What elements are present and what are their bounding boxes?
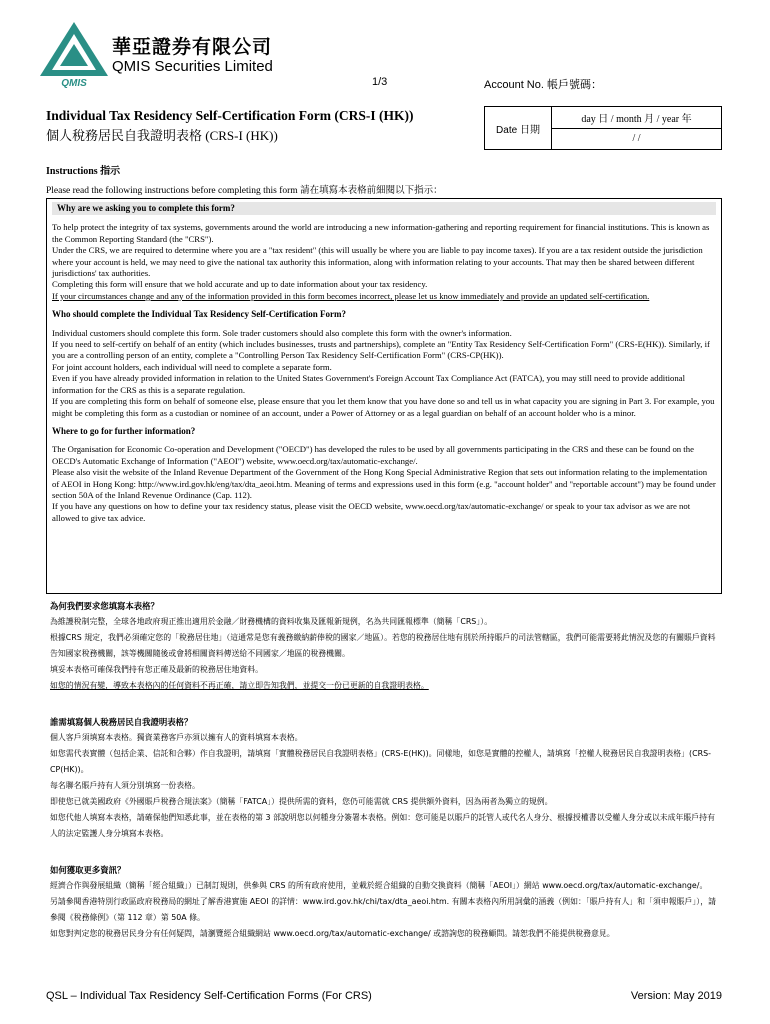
date-value[interactable]: / / — [632, 133, 641, 145]
date-label: Date 日期 — [485, 107, 552, 149]
paragraph: Completing this form will ensure that we hold accurate and up to date information about your tax residency. — [52, 279, 428, 290]
paragraph: If you need to self-certify on behalf of an entity (which includes businesses, trusts and partnerships), complete an "Entity Tax Residency Self-Certification Form" (CRS-E(HK)). Similarly, if you are a controlling person of an entity, complete a "Controlling Person Tax Residency Self-Certification Form" (CRS-CP(HK)). — [52, 339, 710, 361]
instructions-heading: Instructions 指示 — [46, 166, 121, 177]
paragraph: If you have any questions on how to define your tax residency status, please visit the OECD website, www.oecd.org/tax/automatic-exchange/ or speak to your tax advisor as we are not allowed to give tax advice. — [52, 501, 691, 523]
paragraph-cn: 如您代他人填寫本表格，請確保他們知悉此事，並在表格的第 3 部說明您以何種身分簽署本表格。例如：您可能是以賬戶的託管人或代名人身分、根據授權書以受權人身分或以未成年賬戶持有人的法定監護人身分填寫本表格。 — [50, 813, 715, 838]
form-title-cn: 個人稅務居民自我證明表格 (CRS-I (HK)) — [46, 128, 278, 143]
date-format-hint: day 日 / month 月 / year 年 — [552, 107, 721, 129]
paragraph-cn: 另請參閱香港特別行政區政府稅務局的網址了解香港實施 AEOI 的詳情：www.ird.gov.hk/chi/tax/dta_aeoi.htm. 有關本表格內所用詞彙的涵義（例如：「賬戶持有人」和「須申報賬戶」），請參閱《稅務條例》（第 112 章）第 50A 條。 — [50, 897, 717, 922]
form-title-en: Individual Tax Residency Self-Certification Form (CRS-I (HK)) — [46, 108, 414, 123]
paragraph: Even if you have already provided information in relation to the United States Government's Foreign Account Tax Compliance Act (FATCA), you may still need to provide additional information for the CRS as this is a separate regulation. — [52, 373, 685, 395]
paragraph: Individual customers should complete this form. Sole trader customers should also complete this form with the owner's information. — [52, 327, 512, 338]
company-name-cn: 華亞證券有限公司 — [112, 36, 273, 58]
english-instructions-box — [46, 198, 722, 594]
paragraph-cn: 個人客戶須填寫本表格。獨資業務客戶亦須以擁有人的資料填寫本表格。 — [50, 733, 303, 742]
account-number-label: Account No. 帳戶號碼： — [484, 79, 602, 91]
paragraph-cn: 根據CRS 規定，我們必須確定您的「稅務居住地」（這通常是您有義務繳納薪俸稅的國家／地區）。若您的稅務居住地有別於所持賬戶的司法管轄區，我們可能需要將此情況及您的有關賬戶資料告知國家稅務機關，該等機關隨後或會將相關資料傳送給不同國家／地區的稅務機關。 — [50, 633, 716, 658]
section-heading-who: Who should complete the Individual Tax Residency Self-Certification Form? — [52, 309, 347, 320]
paragraph: Please also visit the website of the Inland Revenue Department of the Government of the Hong Kong Special Administrative Region that sets out information relating to the implementation of AEOI in Hong Kong: http://www.ird.gov.hk/eng/tax/dta_aeoi.htm. Meaning of terms and expressions used in this form (e.g. "account holder" and "reportable account") may be found under section 50A of the Inland Revenue Ordinance (Cap. 112). — [52, 467, 716, 500]
paragraph-cn: 如您的情況有變，導致本表格內的任何資料不再正確，請立即告知我們，並提交一份已更新的自我證明表格。 — [50, 681, 429, 690]
paragraph: To help protect the integrity of tax systems, governments around the world are introducing a new information-gathering and reporting requirement for financial institutions. This is known as the Common Reporting Standard (the "CRS"). — [52, 222, 710, 244]
company-name-en: QMIS Securities Limited — [112, 58, 273, 75]
paragraph: If your circumstances change and any of the information provided in this form becomes incorrect, please let us know immediately and provide an updated self-certification. — [52, 290, 650, 301]
paragraph-cn: 為維護稅制完整，全球各地政府現正推出適用於金融／財務機構的資料收集及匯報新規例，名為共同匯報標準（簡稱「CRS」）。 — [50, 617, 493, 626]
paragraph: For joint account holders, each individual will need to complete a separate form. — [52, 361, 332, 372]
section-heading-why-cn: 為何我們要求您填寫本表格？ — [50, 601, 159, 611]
paragraph: If you are completing this form on behalf of someone else, please ensure that you let them know that you have done so and tell us in what capacity you are signing in Part 3. For example, you might be completing this form as a custodian or nominee of an account, under a Power of Attorney or as a legal guardian on behalf of an account holder who is a minor. — [52, 396, 715, 418]
section-heading-where: Where to go for further information? — [52, 425, 196, 436]
paragraph-cn: 即使您已就美國政府《外國賬戶稅務合規法案》（簡稱「FATCA」）提供所需的資料，您仍可能需就 CRS 提供額外資料，因為兩者為獨立的規例。 — [50, 797, 553, 806]
paragraph-cn: 如您對判定您的稅務居民身分有任何疑問，請瀏覽經合組織網站 www.oecd.org/tax/automatic-exchange/ 或諮詢您的稅務顧問。請恕我們不能提供稅務意見。 — [50, 929, 615, 938]
paragraph-cn: 每名聯名賬戶持有人須分別填寫一份表格。 — [50, 781, 200, 790]
chinese-section-who — [50, 714, 722, 842]
paragraph-cn: 填妥本表格可確保我們持有您正確及最新的稅務居住地資料。 — [50, 665, 264, 674]
paragraph-cn: 如您需代表實體（包括企業、信託和合夥）作自我證明，請填寫「實體稅務居民自我證明表格」(CRS-E(HK))。同樣地，如您是實體的控權人，請填寫「控權人稅務居民自我證明表格」(CRS-CP(HK))。 — [50, 749, 711, 774]
section-heading-why: Why are we asking you to complete this form? — [52, 202, 716, 215]
section-heading-who-cn: 誰需填寫個人稅務居民自我證明表格？ — [50, 717, 193, 727]
company-logo — [38, 20, 110, 88]
paragraph: Under the CRS, we are required to determine where you are a "tax resident" (this will usually be where you are liable to pay income taxes). If you are a tax resident outside the jurisdiction where your account is held, we may need to give the national tax authority this information, along with information relating to your accounts. That may then be shared between different jurisdictions' tax authorities. — [52, 245, 703, 279]
chinese-section-why — [50, 598, 722, 694]
paragraph: The Organisation for Economic Co-operation and Development ("OECD") has developed the rules to be used by all governments participating in the CRS and these can be found on the OECD's Automatic Exchange of Information ("AEOI") website, www.oecd.org/tax/automatic-exchange/. — [52, 444, 694, 466]
date-field[interactable] — [484, 106, 722, 150]
paragraph-cn: 經濟合作與發展組織（簡稱「經合組織」）已制訂規則，供參與 CRS 的所有政府使用，並載於經合組織的自動交換資料（簡稱「AEOI」）網站 www.oecd.org/tax/automatic-exchange/。 — [50, 881, 708, 890]
page-number: 1/3 — [372, 76, 388, 88]
chinese-section-where — [50, 862, 722, 942]
logo-text: QMIS — [61, 78, 87, 88]
footer-document-name: QSL – Individual Tax Residency Self-Certification Forms (For CRS) — [46, 990, 372, 1002]
section-heading-where-cn: 如何獲取更多資訊？ — [50, 865, 126, 875]
instructions-intro: Please read the following instructions before completing this form 請在填寫本表格前細閱以下指示： — [46, 186, 443, 196]
footer-version: Version: May 2019 — [630, 990, 722, 1002]
